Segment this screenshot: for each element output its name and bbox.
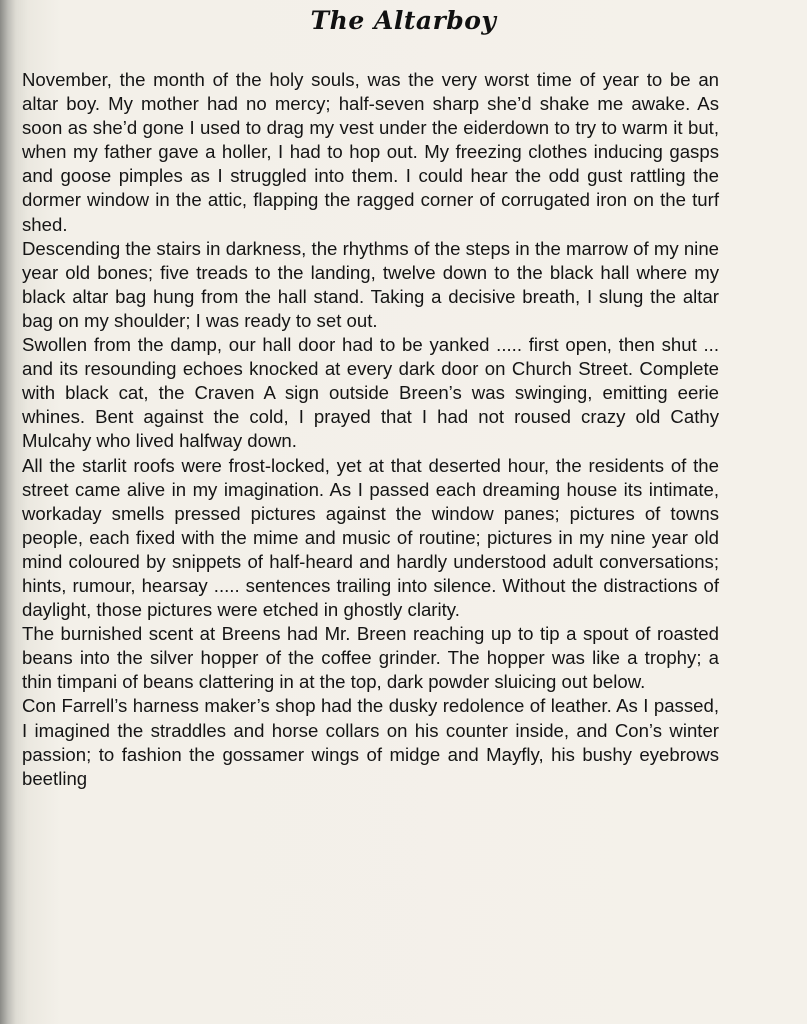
paragraph-1: November, the month of the holy souls, was the very worst time of year to be an altar boy. My mother had no mercy; half-seven sharp she’d shake me awake. As soon as she’d gone I used to drag my vest under the eiderdown to try to warm it but, when my father gave a holler, I had to hop out. My freezing clothes inducing gasps and goose pimples as I struggled into them. I could hear the odd gust rattling the dormer window in the attic, flapping the ragged corner of corrugated iron on the turf shed.	[22, 69, 719, 235]
paragraph-6: Con Farrell’s harness maker’s shop had the dusky redolence of leather. As I passed, I imagined the straddles and horse collars on his counter inside, and Con’s winter passion; to fashion the gossamer wings of midge and Mayfly, his bushy eyebrows beetling	[22, 695, 719, 789]
paragraph-5: The burnished scent at Breens had Mr. Breen reaching up to tip a spout of roasted beans into the silver hopper of the coffee grinder. The hopper was like a trophy; a thin timpani of beans clattering in at the top, dark powder sluicing out below.	[22, 623, 719, 693]
story-text	[22, 68, 719, 791]
paragraph-2: Descending the stairs in darkness, the rhythms of the steps in the marrow of my nine year old bones; five treads to the landing, twelve down to the black hall where my black altar bag hung from the hall stand. Taking a decisive breath, I slung the altar bag on my shoulder; I was ready to set out.	[22, 237, 719, 331]
page-title: The Altarboy	[310, 6, 497, 35]
paragraph-4: All the starlit roofs were frost-locked, yet at that deserted hour, the residents of the street came alive in my imagination. As I passed each dreaming house its intimate, workaday smells pressed pictures against the window panes; pictures of towns people, each fixed with the mime and music of routine; pictures in my nine year old mind coloured by snippets of half-heard and hardly understood adult conversations; hints, rumour, hearsay ..... sentences trailing into silence. Without the distractions of daylight, those pictures were etched in ghostly clarity.	[22, 454, 719, 621]
paragraph-3: Swollen from the damp, our hall door had to be yanked ..... first open, then shut ... and its resounding echoes knocked at every dark door on Church Street. Complete with black cat, the Craven A sign outside Breen’s was swinging, emitting eerie whines. Bent against the cold, I prayed that I had not roused crazy old Cathy Mulcahy who lived halfway down.	[22, 334, 719, 452]
